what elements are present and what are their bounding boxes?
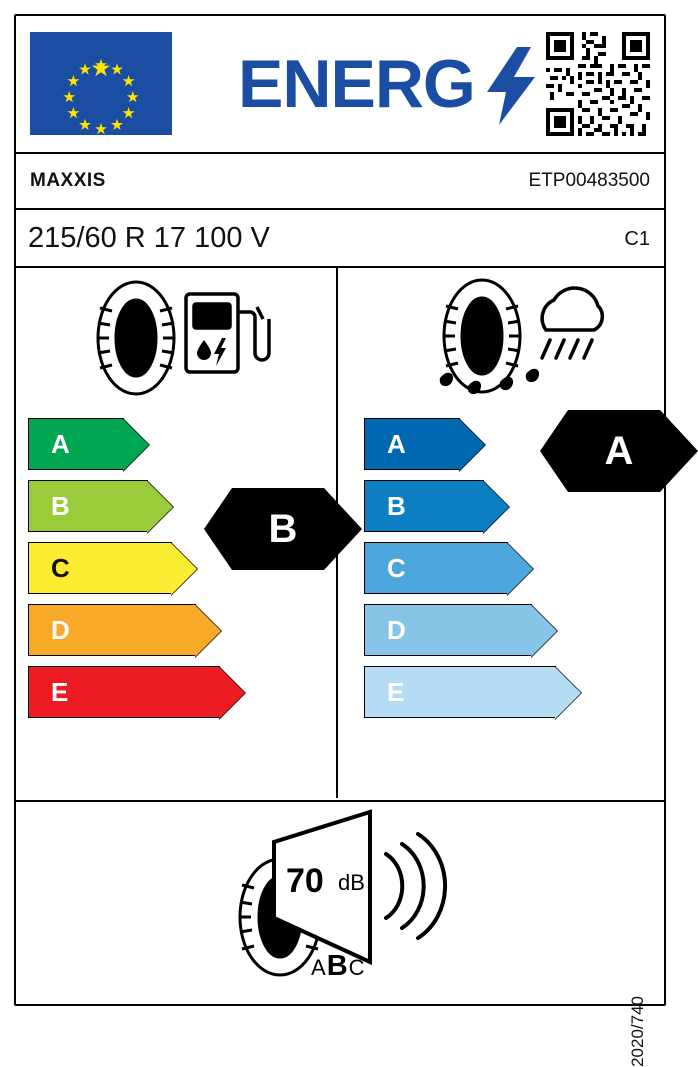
grade-row	[364, 480, 556, 532]
qr-code-icon[interactable]	[546, 32, 650, 136]
grade-row	[364, 542, 556, 594]
sku-code: ETP00483500	[528, 170, 650, 191]
tyre-class: C1	[624, 228, 650, 250]
lightning-bolt-icon	[487, 47, 537, 125]
grade-letter: E	[387, 676, 405, 707]
regulation-reference: 2020/740	[628, 996, 647, 1067]
noise-class-scale	[311, 950, 366, 983]
noise-class-c: C	[348, 955, 366, 980]
noise-unit: dB	[338, 870, 365, 895]
divider-top	[16, 152, 664, 154]
eu-flag-icon	[30, 32, 172, 135]
grade-letter: D	[387, 614, 406, 645]
grade-row	[364, 604, 556, 656]
grade-row	[28, 604, 220, 656]
wet-result-letter: A	[604, 428, 634, 473]
fuel-efficiency-scale	[28, 418, 220, 728]
grade-letter: C	[51, 552, 70, 583]
noise-value: 70	[286, 862, 324, 900]
grade-row	[28, 666, 220, 718]
grade-row	[364, 666, 556, 718]
divider-brand	[16, 208, 664, 210]
grade-row	[28, 480, 220, 532]
divider-size	[16, 266, 664, 268]
grade-letter: C	[387, 552, 406, 583]
tyre-size: 215/60 R 17 100 V	[28, 222, 270, 254]
tyre-rain-cloud-icon	[424, 278, 614, 403]
grade-letter: A	[387, 428, 406, 459]
noise-class-active: B	[326, 950, 349, 982]
divider-noise	[16, 800, 664, 802]
grade-row	[28, 542, 220, 594]
grade-row	[28, 418, 220, 470]
grade-letter: E	[51, 676, 69, 707]
grade-letter: B	[51, 490, 70, 521]
grade-letter: A	[51, 428, 70, 459]
fuel-efficiency-result	[232, 488, 324, 570]
fuel-result-letter: B	[268, 506, 298, 551]
grade-letter: D	[51, 614, 70, 645]
grade-letter: B	[387, 490, 406, 521]
noise-class-a: A	[311, 955, 327, 980]
tyre-fuel-pump-icon	[88, 278, 268, 398]
page-title: ENERG	[238, 46, 475, 122]
brand-name: MAXXIS	[30, 170, 106, 191]
wet-grip-result	[568, 410, 660, 492]
wet-grip-scale	[364, 418, 556, 728]
grade-row	[364, 418, 556, 470]
